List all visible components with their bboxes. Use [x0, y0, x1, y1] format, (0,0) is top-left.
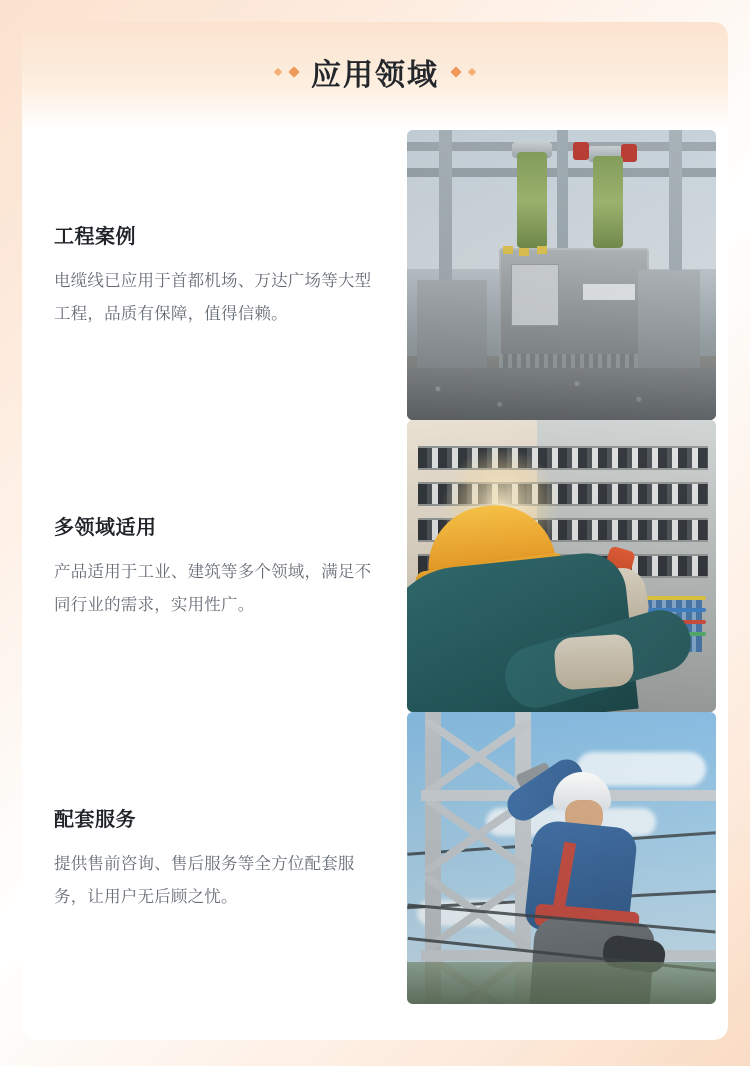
section-description: 提供售前咨询、售后服务等全方位配套服务，让用户无后顾之忧。 [54, 854, 355, 906]
section-item [22, 130, 728, 420]
section-description: 电缆线已应用于首都机场、万达广场等大型工程，品质有保障，值得信赖。 [54, 271, 372, 323]
section-description: 产品适用于工业、建筑等多个领域，满足不同行业的需求，实用性广。 [54, 562, 372, 614]
section-title: 配套服务 [54, 808, 136, 831]
section-item [22, 420, 728, 712]
title-block [275, 50, 475, 94]
diamond-ornament-right-icon [452, 68, 475, 76]
diamond-ornament-left-icon [275, 68, 298, 76]
section-title: 工程案例 [54, 225, 136, 248]
sections-list [22, 130, 728, 1004]
lineman-tower-photo [407, 712, 716, 1004]
section-item [22, 712, 728, 1004]
section-image-wrap [407, 130, 728, 420]
section-text [22, 420, 407, 712]
section-title: 多领域适用 [54, 516, 157, 539]
page-header [22, 22, 728, 130]
page-title: 应用领域 [311, 59, 439, 92]
section-image-wrap [407, 420, 728, 712]
electrician-panel-photo [407, 420, 716, 712]
content-card [22, 22, 728, 1040]
section-text [22, 130, 407, 420]
section-text [22, 712, 407, 1004]
section-image-wrap [407, 712, 728, 1004]
substation-photo [407, 130, 716, 420]
